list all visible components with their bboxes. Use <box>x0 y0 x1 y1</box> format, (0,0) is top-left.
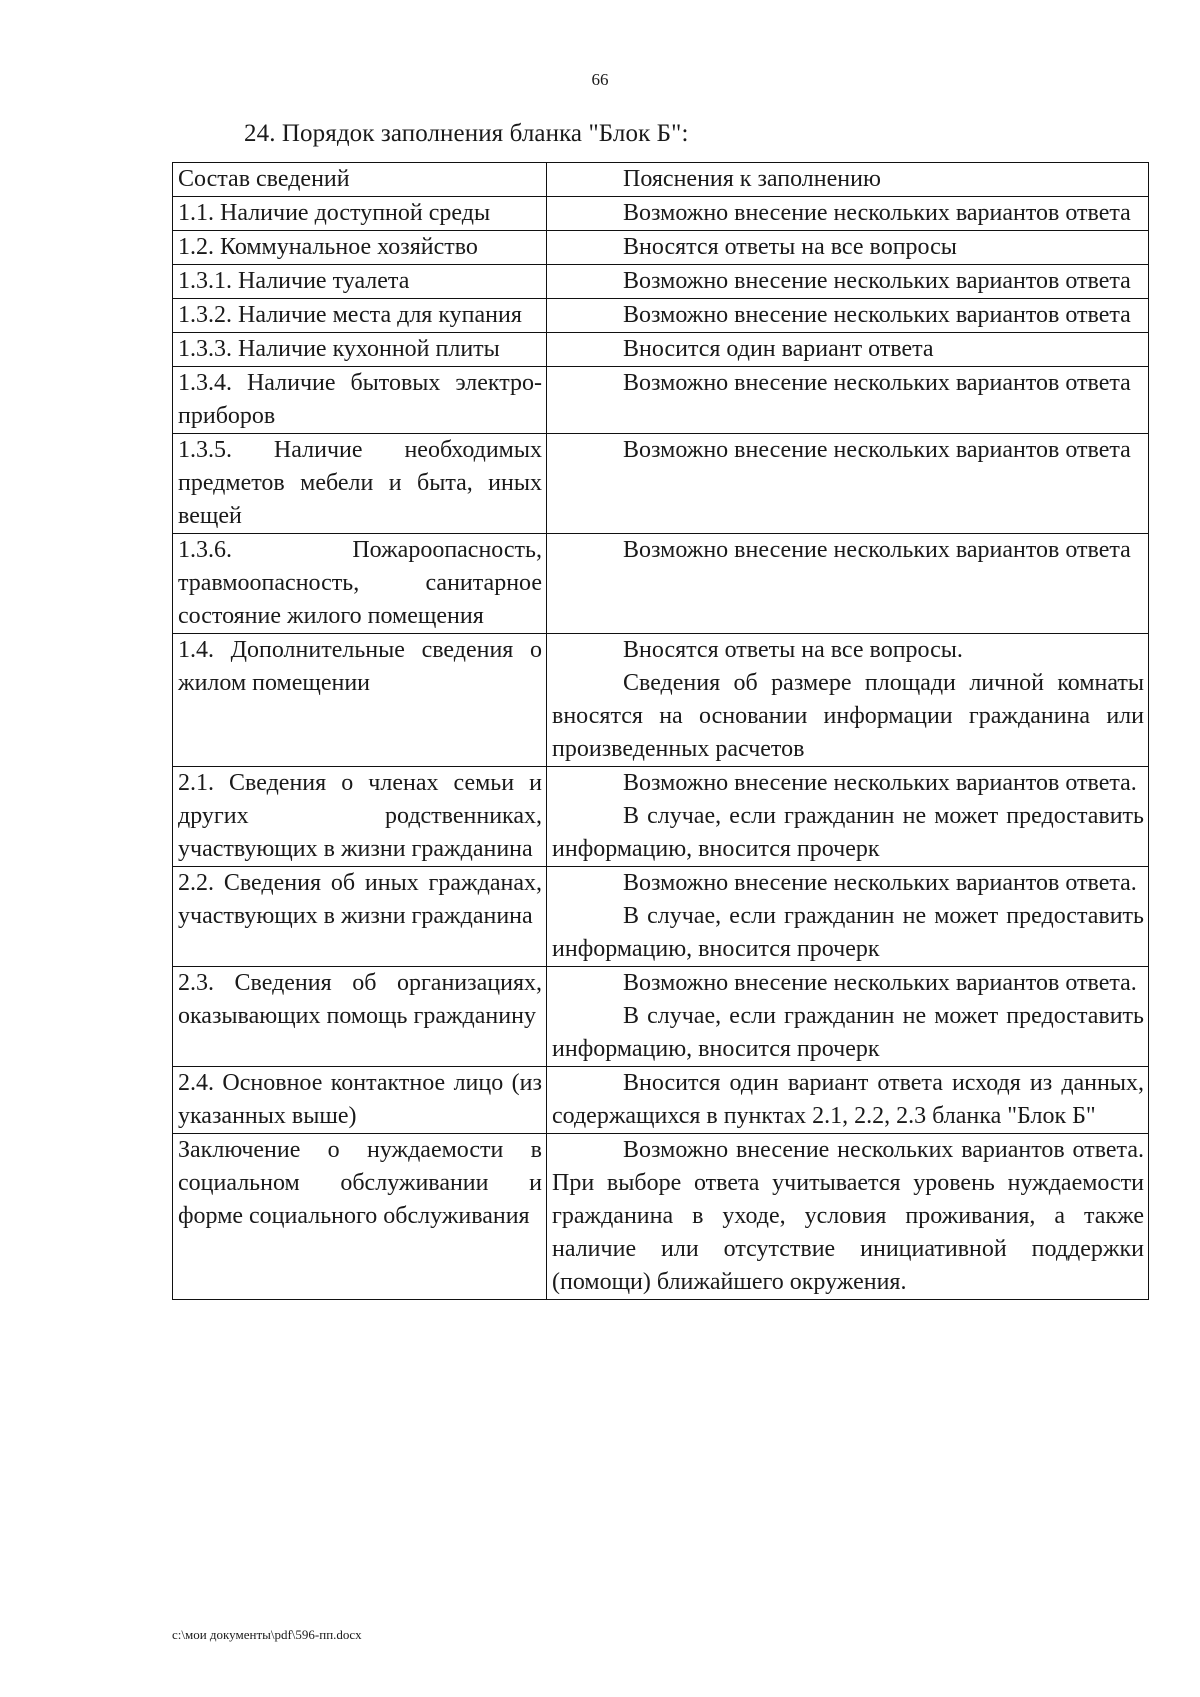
page-number: 66 <box>591 70 609 89</box>
explanation-paragraph: Возможно внесение нескольких вариантов ответа <box>623 302 1131 328</box>
explanation-paragraph: В случае, если гражданин не может предоставить информацию, вносится прочерк <box>552 803 1144 862</box>
table-row <box>173 967 1149 1067</box>
field-name: 1.1. Наличие доступной среды <box>178 200 491 226</box>
explanation-paragraph: Возможно внесение нескольких вариантов ответа. <box>623 970 1137 996</box>
table-row <box>173 299 1149 333</box>
explanation-paragraph: Сведения об размере площади личной комнаты вносятся на основании информации гражданина или произведенных расчетов <box>552 670 1144 762</box>
explanation-paragraph: Возможно внесение нескольких вариантов ответа <box>623 268 1131 294</box>
explanation-paragraph: Возможно внесение нескольких вариантов ответа <box>623 370 1131 396</box>
explanation-cell <box>547 299 1149 333</box>
explanation-cell <box>547 767 1149 867</box>
table-row <box>173 634 1149 767</box>
field-name: 1.2. Коммунальное хозяйство <box>178 234 478 260</box>
table-row <box>173 333 1149 367</box>
header-label-composition: Состав сведений <box>178 166 350 192</box>
explanation-cell <box>547 231 1149 265</box>
field-name: Заключение о нуждаемости в социальном обслуживании и форме социального обслуживания <box>178 1137 542 1229</box>
table-row <box>173 867 1149 967</box>
explanation-paragraph: Вносится один вариант ответа исходя из данных, содержащихся в пунктах 2.1, 2.2, 2.3 бланка "Блок Б" <box>552 1070 1144 1129</box>
table-row <box>173 1134 1149 1300</box>
explanation-paragraph: В случае, если гражданин не может предоставить информацию, вносится прочерк <box>552 1003 1144 1062</box>
field-name: 2.1. Сведения о членах семьи и других родственниках, участвующих в жизни гражданина <box>178 770 542 862</box>
explanation-paragraph: Возможно внесение нескольких вариантов ответа. <box>623 770 1137 796</box>
explanation-paragraph: Возможно внесение нескольких вариантов ответа <box>623 200 1131 226</box>
field-name-cell <box>173 634 547 767</box>
field-name-cell <box>173 197 547 231</box>
explanation-paragraph: Вносится один вариант ответа <box>623 336 934 362</box>
footer-file-path: c:\мои документы\pdf\596-пп.docx <box>172 1627 362 1642</box>
field-name-cell <box>173 534 547 634</box>
explanation-cell <box>547 534 1149 634</box>
field-name-cell <box>173 967 547 1067</box>
field-name-cell <box>173 299 547 333</box>
field-name-cell <box>173 231 547 265</box>
explanation-paragraph: Возможно внесение нескольких вариантов ответа. <box>623 870 1137 896</box>
explanation-cell <box>547 333 1149 367</box>
explanation-cell <box>547 1134 1149 1300</box>
explanation-paragraph: В случае, если гражданин не может предоставить информацию, вносится прочерк <box>552 903 1144 962</box>
table-row <box>173 434 1149 534</box>
explanation-cell <box>547 197 1149 231</box>
field-name: 1.3.2. Наличие места для купания <box>178 302 522 328</box>
header-label-explanation: Пояснения к заполнению <box>623 166 881 192</box>
table-row <box>173 265 1149 299</box>
explanation-cell <box>547 967 1149 1067</box>
field-name-cell <box>173 1134 547 1300</box>
field-name: 2.3. Сведения об организациях, оказывающих помощь гражданину <box>178 970 542 1029</box>
explanation-cell <box>547 634 1149 767</box>
form-instructions-table <box>172 162 1149 1300</box>
explanation-cell <box>547 434 1149 534</box>
field-name: 1.3.3. Наличие кухонной плиты <box>178 336 500 362</box>
section-heading: 24. Порядок заполнения бланка "Блок Б": <box>244 120 689 147</box>
field-name: 2.4. Основное контактное лицо (из указанных выше) <box>178 1070 542 1129</box>
header-cell-explanation <box>547 163 1149 197</box>
field-name: 1.3.1. Наличие туалета <box>178 268 410 294</box>
explanation-cell <box>547 367 1149 434</box>
explanation-paragraph: Вносятся ответы на все вопросы <box>623 234 957 260</box>
explanation-cell <box>547 265 1149 299</box>
field-name: 1.3.5. Наличие необходимых предметов мебели и быта, иных вещей <box>178 437 542 529</box>
field-name-cell <box>173 265 547 299</box>
field-name-cell <box>173 867 547 967</box>
field-name: 2.2. Сведения об иных гражданах, участвующих в жизни гражданина <box>178 870 542 929</box>
field-name: 1.3.4. Наличие бытовых электро-приборов <box>178 370 542 429</box>
table-row <box>173 197 1149 231</box>
field-name: 1.4. Дополнительные сведения о жилом помещении <box>178 637 542 696</box>
field-name-cell <box>173 767 547 867</box>
field-name-cell <box>173 333 547 367</box>
header-cell-composition <box>173 163 547 197</box>
table-row <box>173 367 1149 434</box>
field-name: 1.3.6. Пожароопасность, травмоопасность, санитарное состояние жилого помещения <box>178 537 542 629</box>
explanation-cell <box>547 867 1149 967</box>
explanation-paragraph: Возможно внесение нескольких вариантов ответа. При выборе ответа учитывается уровень нуждаемости гражданина в уходе, условия проживания, а также наличие или отсутствие инициативной поддержки (помощи) ближайшего окружения. <box>552 1137 1144 1295</box>
explanation-cell <box>547 1067 1149 1134</box>
field-name-cell <box>173 1067 547 1134</box>
table-row <box>173 1067 1149 1134</box>
explanation-paragraph: Возможно внесение нескольких вариантов ответа <box>623 537 1131 563</box>
explanation-paragraph: Возможно внесение нескольких вариантов ответа <box>623 437 1131 463</box>
field-name-cell <box>173 434 547 534</box>
explanation-paragraph: Вносятся ответы на все вопросы. <box>623 637 963 663</box>
table-row <box>173 231 1149 265</box>
field-name-cell <box>173 367 547 434</box>
table-row <box>173 534 1149 634</box>
table-row <box>173 767 1149 867</box>
table-header-row <box>173 163 1149 197</box>
